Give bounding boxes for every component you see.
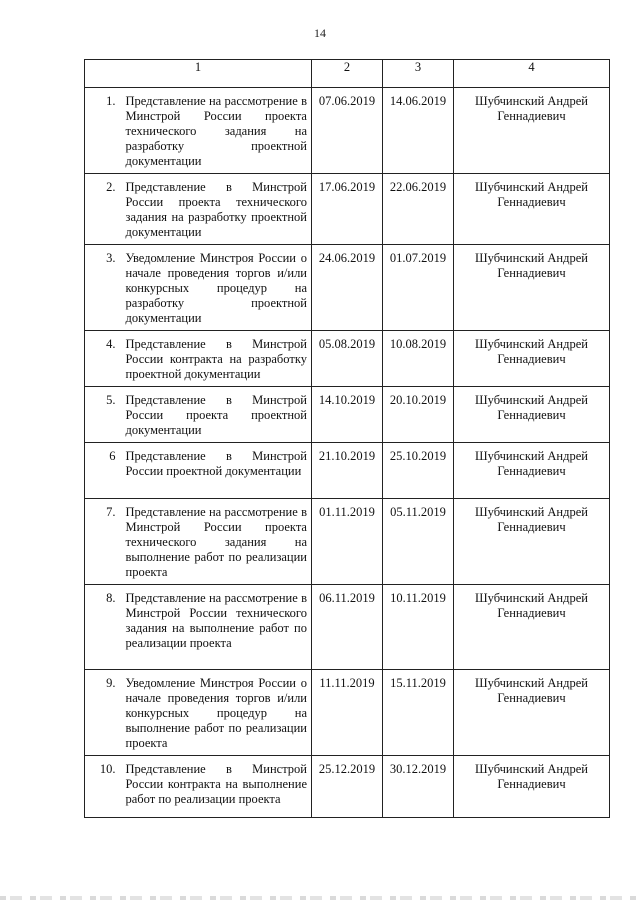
row-end-date: 10.11.2019 bbox=[383, 585, 454, 670]
table-row bbox=[85, 443, 610, 499]
row-end-date: 22.06.2019 bbox=[383, 174, 454, 245]
row-description: Уведомление Минстроя России о начале проведения торгов и/или конкурсных процедур на разработку проектной документации bbox=[122, 245, 312, 331]
row-description: Представление на рассмотрение в Минстрой России проекта технического задания на разработку проектной документации bbox=[122, 88, 312, 174]
table-row bbox=[85, 499, 610, 585]
row-start-date: 17.06.2019 bbox=[312, 174, 383, 245]
row-start-date: 05.08.2019 bbox=[312, 331, 383, 387]
schedule-table bbox=[84, 59, 610, 818]
row-start-date: 14.10.2019 bbox=[312, 387, 383, 443]
header-col-1: 1 bbox=[85, 60, 312, 88]
header-col-2: 2 bbox=[312, 60, 383, 88]
row-responsible: Шубчинский Андрей Геннадиевич bbox=[454, 245, 610, 331]
row-number: 9. bbox=[85, 670, 122, 756]
row-start-date: 06.11.2019 bbox=[312, 585, 383, 670]
row-end-date: 01.07.2019 bbox=[383, 245, 454, 331]
row-responsible: Шубчинский Андрей Геннадиевич bbox=[454, 443, 610, 499]
row-start-date: 07.06.2019 bbox=[312, 88, 383, 174]
row-responsible: Шубчинский Андрей Геннадиевич bbox=[454, 88, 610, 174]
row-description: Представление на рассмотрение в Минстрой России проекта технического задания на выполнение работ по реализации проекта bbox=[122, 499, 312, 585]
table-row bbox=[85, 585, 610, 670]
row-responsible: Шубчинский Андрей Геннадиевич bbox=[454, 387, 610, 443]
row-description: Представление в Минстрой России проекта проектной документации bbox=[122, 387, 312, 443]
table-body bbox=[85, 88, 610, 818]
row-responsible: Шубчинский Андрей Геннадиевич bbox=[454, 756, 610, 818]
row-end-date: 30.12.2019 bbox=[383, 756, 454, 818]
row-start-date: 21.10.2019 bbox=[312, 443, 383, 499]
header-col-4: 4 bbox=[454, 60, 610, 88]
scan-edge-artifact bbox=[0, 896, 640, 900]
row-end-date: 10.08.2019 bbox=[383, 331, 454, 387]
row-responsible: Шубчинский Андрей Геннадиевич bbox=[454, 174, 610, 245]
row-responsible: Шубчинский Андрей Геннадиевич bbox=[454, 585, 610, 670]
row-description: Представление в Минстрой России проекта технического задания на разработку проектной документации bbox=[122, 174, 312, 245]
row-number: 5. bbox=[85, 387, 122, 443]
table-row bbox=[85, 174, 610, 245]
row-number: 10. bbox=[85, 756, 122, 818]
page-number: 14 bbox=[314, 26, 326, 40]
row-number: 3. bbox=[85, 245, 122, 331]
row-end-date: 20.10.2019 bbox=[383, 387, 454, 443]
row-number: 7. bbox=[85, 499, 122, 585]
row-end-date: 14.06.2019 bbox=[383, 88, 454, 174]
row-responsible: Шубчинский Андрей Геннадиевич bbox=[454, 499, 610, 585]
row-description: Представление в Минстрой России контракта на разработку проектной документации bbox=[122, 331, 312, 387]
row-responsible: Шубчинский Андрей Геннадиевич bbox=[454, 670, 610, 756]
table-row bbox=[85, 331, 610, 387]
row-description: Представление в Минстрой России контракта на выполнение работ по реализации проекта bbox=[122, 756, 312, 818]
row-end-date: 15.11.2019 bbox=[383, 670, 454, 756]
table-row bbox=[85, 245, 610, 331]
row-end-date: 25.10.2019 bbox=[383, 443, 454, 499]
row-number: 4. bbox=[85, 331, 122, 387]
row-description: Представление в Минстрой России проектной документации bbox=[122, 443, 312, 499]
row-start-date: 25.12.2019 bbox=[312, 756, 383, 818]
row-start-date: 11.11.2019 bbox=[312, 670, 383, 756]
row-end-date: 05.11.2019 bbox=[383, 499, 454, 585]
table-row bbox=[85, 88, 610, 174]
row-number: 6 bbox=[85, 443, 122, 499]
row-number: 2. bbox=[85, 174, 122, 245]
table-row bbox=[85, 670, 610, 756]
row-responsible: Шубчинский Андрей Геннадиевич bbox=[454, 331, 610, 387]
row-start-date: 24.06.2019 bbox=[312, 245, 383, 331]
table-row bbox=[85, 387, 610, 443]
header-col-3: 3 bbox=[383, 60, 454, 88]
row-number: 1. bbox=[85, 88, 122, 174]
row-start-date: 01.11.2019 bbox=[312, 499, 383, 585]
row-description: Уведомление Минстроя России о начале проведения торгов и/или конкурсных процедур на выполнение работ по реализации проекта bbox=[122, 670, 312, 756]
table-header-row bbox=[85, 60, 610, 88]
row-number: 8. bbox=[85, 585, 122, 670]
table-row bbox=[85, 756, 610, 818]
row-description: Представление на рассмотрение в Минстрой России технического задания на выполнение работ по реализации проекта bbox=[122, 585, 312, 670]
